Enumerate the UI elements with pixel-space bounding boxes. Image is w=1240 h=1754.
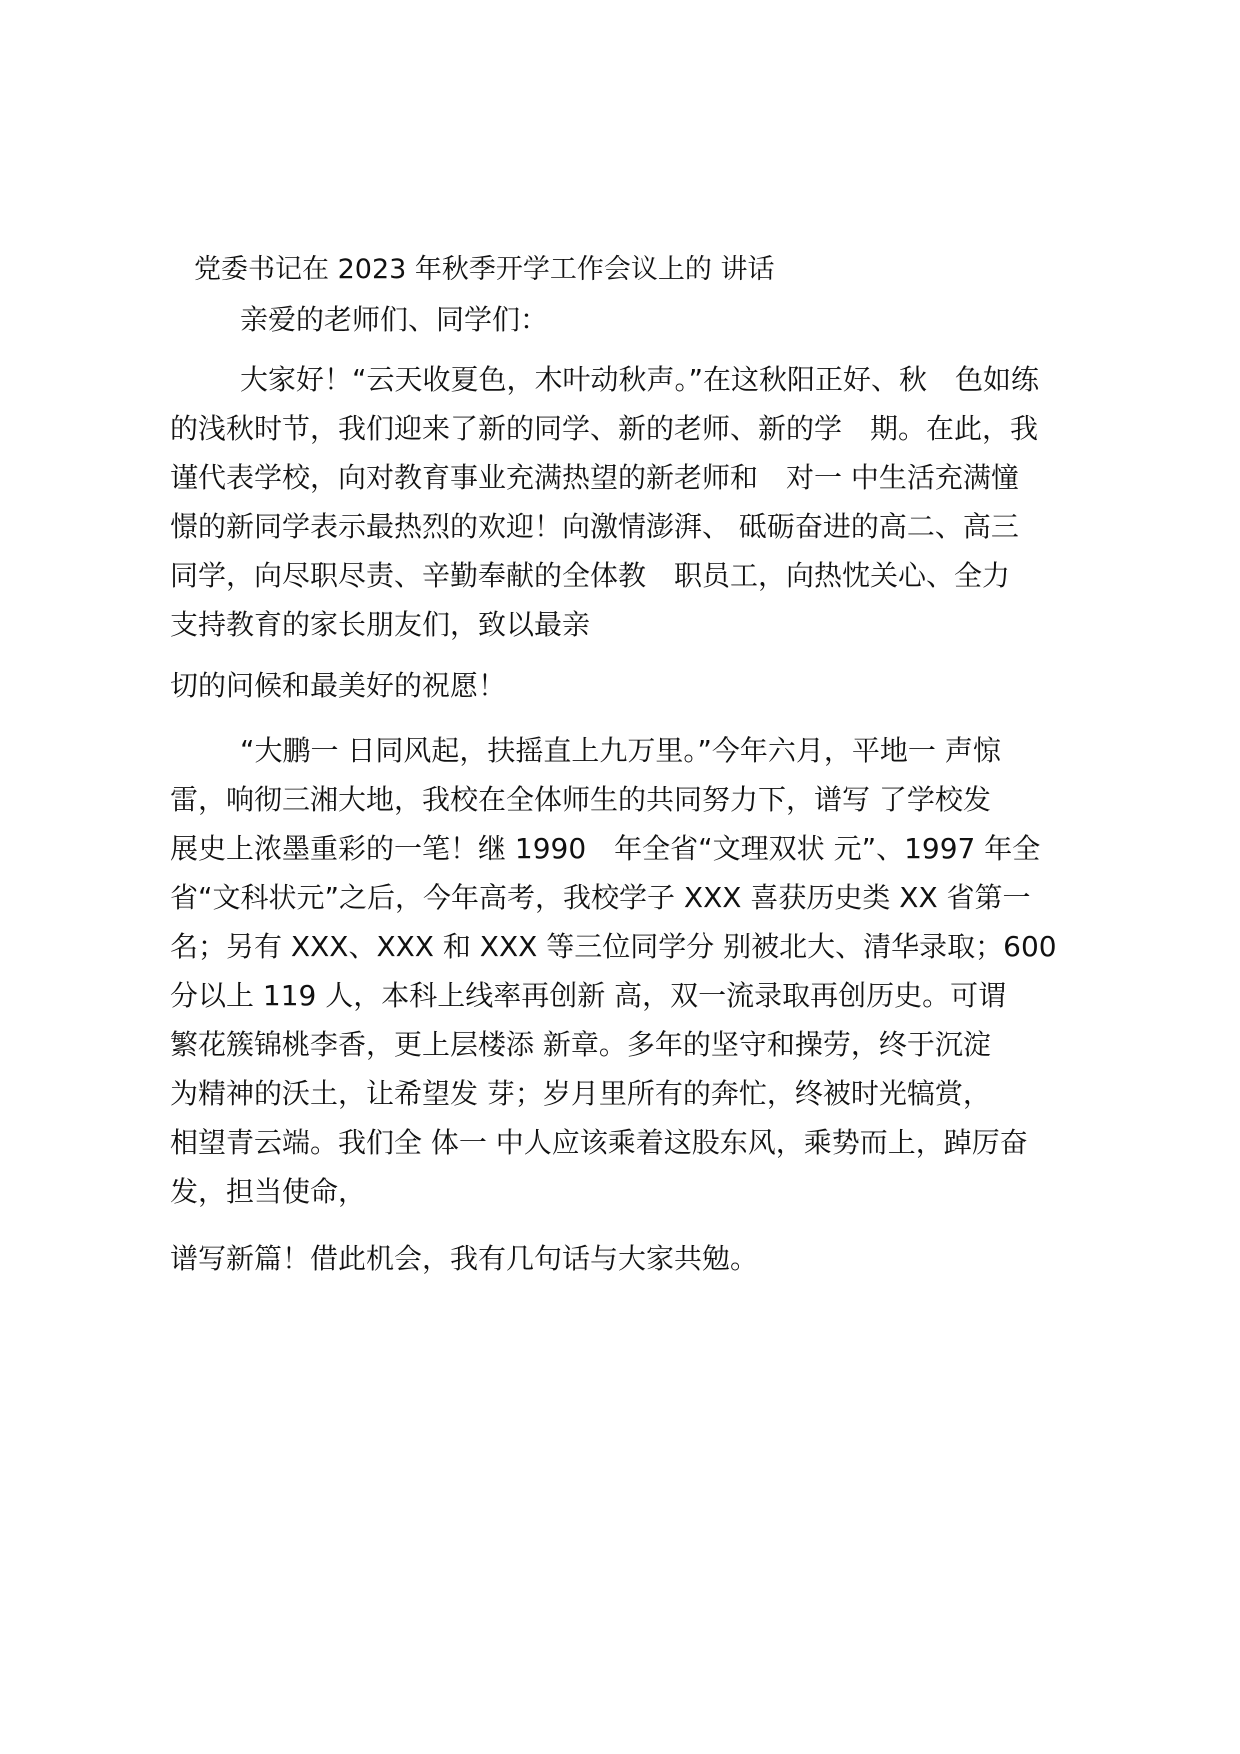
- paragraph-line: 繁花簇锦桃李香，更上层楼添 新章。多年的坚守和操劳，终于沉淀: [170, 1028, 991, 1061]
- document-title: 党委书记在 2023 年秋季开学工作会议上的 讲话: [194, 254, 775, 285]
- paragraph-line: 的浅秋时节，我们迎来了新的同学、新的老师、新的学 期。在此，我: [170, 412, 1039, 445]
- paragraph-line: 省“文科状元”之后，今年高考，我校学子 XXX 喜获历史类 XX 省第一: [170, 881, 1031, 914]
- paragraph-line: 谨代表学校，向对教育事业充满热望的新老师和 对一 中生活充满憧: [170, 461, 1019, 494]
- paragraph-1: [170, 355, 1100, 649]
- paragraph-2: [170, 726, 1100, 1216]
- paragraph-line: 大家好！“云天收夏色，木叶动秋声。”在这秋阳正好、秋 色如练: [240, 363, 1040, 396]
- paragraph-line: 雷，响彻三湘大地，我校在全体师生的共同努力下，谱写 了学校发: [170, 783, 991, 816]
- salutation: 亲爱的老师们、同学们：: [240, 303, 549, 336]
- paragraph-line: 憬的新同学表示最热烈的欢迎！向激情澎湃、 砥砺奋进的高二、高三: [170, 510, 1019, 543]
- paragraph-2-tail: [170, 1234, 1100, 1283]
- paragraph-line: 分以上 119 人，本科上线率再创新 高，双一流录取再创历史。可谓: [170, 979, 1007, 1012]
- paragraph-line: “大鹏一 日同风起，扶摇直上九万里。”今年六月，平地一 声惊: [240, 734, 1001, 767]
- paragraph-line: 为精神的沃土，让希望发 芽；岁月里所有的奔忙，终被时光犒赏，: [170, 1077, 991, 1110]
- paragraph-line: 发，担当使命，: [170, 1175, 367, 1208]
- paragraph-line: 谱写新篇！借此机会，我有几句话与大家共勉。: [170, 1242, 759, 1275]
- paragraph-line: 同学，向尽职尽责、辛勤奉献的全体教 职员工，向热忱关心、全力: [170, 559, 1011, 592]
- paragraph-line: 相望青云端。我们全 体一 中人应该乘着这股东风，乘势而上，踔厉奋: [170, 1126, 1028, 1159]
- paragraph-line: 切的问候和最美好的祝愿！: [170, 669, 507, 702]
- paragraph-line: 支持教育的家长朋友们，致以最亲: [170, 608, 591, 641]
- paragraph-line: 展史上浓墨重彩的一笔！继 1990 年全省“文理双状 元”、1997 年全: [170, 832, 1041, 865]
- paragraph-line: 名；另有 XXX、XXX 和 XXX 等三位同学分 别被北大、清华录取；600: [170, 930, 1057, 963]
- paragraph-1-tail: [170, 661, 1100, 710]
